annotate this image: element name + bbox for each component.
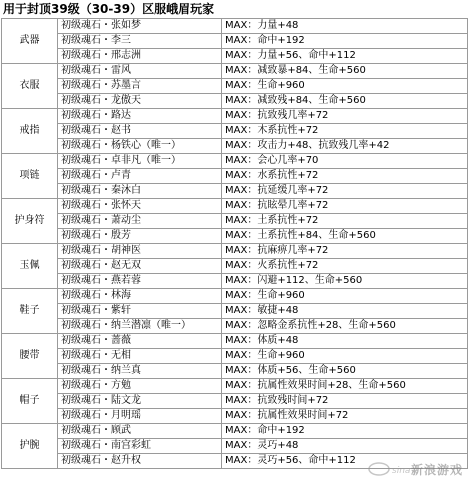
- stat-cell: MAX：抗致残几率+72: [222, 109, 468, 124]
- table-row: [2, 109, 468, 124]
- page-title: 用于封顶39级（30-39）区服峨眉玩家: [3, 2, 215, 16]
- table-row: [2, 79, 468, 94]
- gem-name-cell: 初级魂石・路达: [58, 109, 222, 124]
- stat-cell: MAX：抗延缓几率+72: [222, 184, 468, 199]
- gem-name-cell: 初级魂石・陆文龙: [58, 394, 222, 409]
- gem-name-cell: 初级魂石・卓非凡（唯一）: [58, 154, 222, 169]
- table-row: [2, 184, 468, 199]
- gem-name-cell: 初级魂石・燕若蓉: [58, 274, 222, 289]
- gem-name-cell: 初级魂石・殷芳: [58, 229, 222, 244]
- table-row: [2, 49, 468, 64]
- sina-logo-icon: [368, 462, 411, 476]
- gem-name-cell: 初级魂石・李三: [58, 34, 222, 49]
- stat-cell: MAX：生命+960: [222, 349, 468, 364]
- category-label: 护腕: [2, 424, 58, 469]
- stat-cell: MAX：减致残+84、生命+560: [222, 94, 468, 109]
- stat-cell: MAX：抗麻痹几率+72: [222, 244, 468, 259]
- stat-cell: MAX：攻击力+48、抗致残几率+42: [222, 139, 468, 154]
- category-label: 戒指: [2, 109, 58, 154]
- table-row: [2, 319, 468, 334]
- gem-name-cell: 初级魂石・无相: [58, 349, 222, 364]
- svg-text:sina: sina: [391, 466, 411, 476]
- stat-cell: MAX：抗眩晕几率+72: [222, 199, 468, 214]
- table-row: [2, 94, 468, 109]
- gem-name-cell: 初级魂石・顾武: [58, 424, 222, 439]
- table-row: [2, 169, 468, 184]
- table-row: [2, 64, 468, 79]
- table-row: [2, 364, 468, 379]
- stat-cell: MAX：水系抗性+72: [222, 169, 468, 184]
- gem-name-cell: 初级魂石・邢志洲: [58, 49, 222, 64]
- table-row: [2, 349, 468, 364]
- table-row: [2, 259, 468, 274]
- gem-table: [1, 18, 468, 469]
- gem-name-cell: 初级魂石・杨铁心（唯一）: [58, 139, 222, 154]
- stat-cell: MAX：命中+192: [222, 424, 468, 439]
- gem-name-cell: 初级魂石・林海: [58, 289, 222, 304]
- table-row: [2, 229, 468, 244]
- stat-cell: MAX：会心几率+70: [222, 154, 468, 169]
- table-row: [2, 274, 468, 289]
- stat-cell: MAX：力量+56、命中+112: [222, 49, 468, 64]
- table-row: [2, 304, 468, 319]
- gem-name-cell: 初级魂石・月明瑶: [58, 409, 222, 424]
- gem-name-cell: 初级魂石・蔷薇: [58, 334, 222, 349]
- gem-name-cell: 初级魂石・龙傲天: [58, 94, 222, 109]
- watermark-text: 新浪游戏: [410, 462, 463, 477]
- category-label: 玉佩: [2, 244, 58, 289]
- stat-cell: MAX：敏捷+48: [222, 304, 468, 319]
- table-row: [2, 439, 468, 454]
- stat-cell: MAX：体质+56、生命+560: [222, 364, 468, 379]
- table-row: [2, 424, 468, 439]
- stat-cell: MAX：生命+960: [222, 289, 468, 304]
- table-row: [2, 154, 468, 169]
- stat-cell: MAX：灵巧+56、命中+112: [222, 454, 468, 469]
- stat-cell: MAX：命中+192: [222, 34, 468, 49]
- category-label: 帽子: [2, 379, 58, 424]
- gem-name-cell: 初级魂石・秦沐白: [58, 184, 222, 199]
- table-row: [2, 124, 468, 139]
- category-label: 项链: [2, 154, 58, 199]
- stat-cell: MAX：减致暴+84、生命+560: [222, 64, 468, 79]
- gem-name-cell: 初级魂石・胡神医: [58, 244, 222, 259]
- stat-cell: MAX：抗属性效果时间+28、生命+560: [222, 379, 468, 394]
- stat-cell: MAX：火系抗性+72: [222, 259, 468, 274]
- gem-name-cell: 初级魂石・纳兰真: [58, 364, 222, 379]
- table-row: [2, 139, 468, 154]
- gem-name-cell: 初级魂石・赵书: [58, 124, 222, 139]
- table-row: [2, 379, 468, 394]
- gem-name-cell: 初级魂石・南宫彩虹: [58, 439, 222, 454]
- table-row: [2, 34, 468, 49]
- stat-cell: MAX：闪避+112、生命+560: [222, 274, 468, 289]
- stat-cell: MAX：抗属性效果时间+72: [222, 409, 468, 424]
- table-row: [2, 199, 468, 214]
- stat-cell: MAX：土系抗性+72: [222, 214, 468, 229]
- table-row: [2, 334, 468, 349]
- gem-name-cell: 初级魂石・赵升权: [58, 454, 222, 469]
- stat-cell: MAX：抗致残时间+72: [222, 394, 468, 409]
- stat-cell: MAX：力量+48: [222, 19, 468, 34]
- table-row: [2, 19, 468, 34]
- category-label: 武器: [2, 19, 58, 64]
- gem-name-cell: 初级魂石・张如梦: [58, 19, 222, 34]
- gem-name-cell: 初级魂石・萧动尘: [58, 214, 222, 229]
- stat-cell: MAX：土系抗性+84、生命+560: [222, 229, 468, 244]
- watermark: [368, 459, 463, 479]
- stat-cell: MAX：忽略金系抗性+28、生命+560: [222, 319, 468, 334]
- gem-name-cell: 初级魂石・紫轩: [58, 304, 222, 319]
- category-label: 腰带: [2, 334, 58, 379]
- gem-name-cell: 初级魂石・苏墨言: [58, 79, 222, 94]
- category-label: 鞋子: [2, 289, 58, 334]
- gem-name-cell: 初级魂石・方勉: [58, 379, 222, 394]
- stat-cell: MAX：木系抗性+72: [222, 124, 468, 139]
- table-row: [2, 244, 468, 259]
- category-label: 衣服: [2, 64, 58, 109]
- table-row: [2, 394, 468, 409]
- table-row: [2, 289, 468, 304]
- table-row: [2, 409, 468, 424]
- gem-name-cell: 初级魂石・卢青: [58, 169, 222, 184]
- stat-cell: MAX：灵巧+48: [222, 439, 468, 454]
- table-row: [2, 214, 468, 229]
- category-label: 护身符: [2, 199, 58, 244]
- gem-name-cell: 初级魂石・纳兰潜凛（唯一）: [58, 319, 222, 334]
- gem-name-cell: 初级魂石・雷风: [58, 64, 222, 79]
- stat-cell: MAX：体质+48: [222, 334, 468, 349]
- stat-cell: MAX：生命+960: [222, 79, 468, 94]
- gem-name-cell: 初级魂石・张怀天: [58, 199, 222, 214]
- gem-name-cell: 初级魂石・赵无双: [58, 259, 222, 274]
